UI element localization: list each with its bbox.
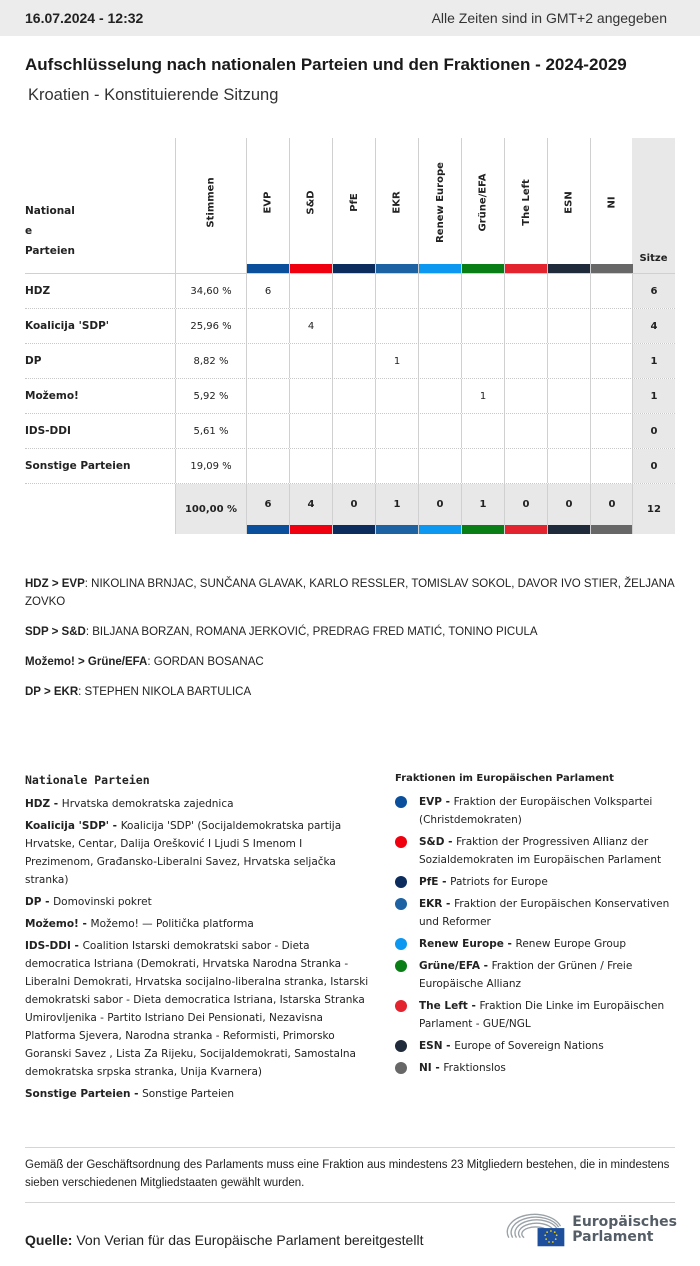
group-seats-cell bbox=[547, 274, 590, 308]
group-seats-cell bbox=[504, 414, 547, 448]
total-seats-cell: 1 bbox=[632, 344, 675, 378]
group-total-cell: 6 bbox=[246, 484, 289, 534]
group-seats-cell bbox=[461, 274, 504, 308]
group-seats-cell bbox=[547, 414, 590, 448]
group-color-dot-icon bbox=[395, 938, 407, 950]
timezone-note: Alle Zeiten sind in GMT+2 angegeben bbox=[431, 10, 667, 26]
group-color-dot-icon bbox=[395, 1062, 407, 1074]
group-color-bar bbox=[591, 264, 633, 273]
group-seats-cell bbox=[246, 344, 289, 378]
group-seats-cell: 1 bbox=[461, 379, 504, 413]
group-seats-cell bbox=[289, 449, 332, 483]
ep-group-item: NI - Fraktionslos bbox=[395, 1059, 685, 1077]
group-seats-cell bbox=[375, 414, 418, 448]
national-party-item: Možemo! - Možemo! — Politička platforma bbox=[25, 918, 254, 930]
ep-logo bbox=[505, 1210, 677, 1250]
table-row bbox=[25, 274, 675, 309]
group-seats-cell bbox=[289, 414, 332, 448]
group-seats-cell bbox=[332, 379, 375, 413]
group-header: NI bbox=[590, 138, 633, 273]
national-party-item: HDZ - Hrvatska demokratska zajednica bbox=[25, 798, 234, 810]
group-seats-cell bbox=[289, 344, 332, 378]
group-seats-cell bbox=[547, 379, 590, 413]
group-color-bar bbox=[419, 525, 461, 534]
votes-cell: 19,09 % bbox=[175, 449, 246, 483]
group-seats-cell bbox=[461, 344, 504, 378]
group-total-cell: 0 bbox=[418, 484, 461, 534]
table-row bbox=[25, 414, 675, 449]
group-seats-cell bbox=[418, 414, 461, 448]
group-seats-cell bbox=[547, 344, 590, 378]
ep-group-item: PfE - Patriots for Europe bbox=[395, 873, 685, 891]
national-party-item: Sonstige Parteien - Sonstige Parteien bbox=[25, 1088, 235, 1100]
group-seats-cell bbox=[418, 309, 461, 343]
group-total-cell: 0 bbox=[590, 484, 633, 534]
group-seats-cell bbox=[590, 414, 633, 448]
total-seats-cell: 1 bbox=[632, 379, 675, 413]
table-row bbox=[25, 379, 675, 414]
timestamp: 16.07.2024 - 12:32 bbox=[25, 10, 144, 26]
party-name: Sonstige Parteien bbox=[25, 460, 131, 472]
national-parties-legend bbox=[25, 773, 370, 1107]
national-party-item: IDS-DDI - Coalition Istarski demokratski sabor - Dieta democratica Istriana (Demokrati, Hrvatska Narodna Stranka - Liberalni Demokrati, Hrvatska socijalno-liberalna stranka, Istarski demokratski sabor - Dieta democratica Istriana, Istarska Stranka Umirovljenika - Partito Istriano Dei Pensionati, Nezavisna Platforma Sjevera, Narodna stranka - Reformisti, Primorsko Goranski Savez , Lista Za Rijeku, Socijaldemokrati, Samostalna demokratska srpska stranka, Unija Kvarnera) bbox=[25, 940, 369, 1078]
rules-note: Gemäß der Geschäftsordnung des Parlaments muss eine Fraktion aus mindestens 23 Mitgliedern bestehen, die in mindestens sieben verschiedenen Mitgliedstaaten gewählt wurden. bbox=[25, 1147, 675, 1203]
party-name: DP bbox=[25, 355, 42, 367]
group-seats-cell bbox=[504, 344, 547, 378]
national-party-item: Koalicija 'SDP' - Koalicija 'SDP' (Socijaldemokratska partija Hrvatske, Centar, Dalija Orešković I Ljudi S Imenom I Prezimenom, Građansko-Liberalni Savez, Hrvatska seljačka stranka) bbox=[25, 820, 342, 886]
group-total-cell: 0 bbox=[504, 484, 547, 534]
group-color-bar bbox=[548, 525, 590, 534]
national-parties-heading: Nationale Parteien bbox=[25, 773, 150, 787]
group-color-bar bbox=[333, 264, 375, 273]
group-header: EKR bbox=[375, 138, 418, 273]
table-row bbox=[25, 309, 675, 344]
group-seats-cell bbox=[332, 414, 375, 448]
table-header bbox=[25, 138, 675, 274]
group-seats-cell: 6 bbox=[246, 274, 289, 308]
ep-groups-legend bbox=[395, 773, 685, 1081]
total-seats-cell: 6 bbox=[632, 274, 675, 308]
votes-cell: 8,82 % bbox=[175, 344, 246, 378]
votes-cell: 25,96 % bbox=[175, 309, 246, 343]
group-color-dot-icon bbox=[395, 960, 407, 972]
totals-row bbox=[25, 484, 675, 534]
group-seats-cell bbox=[461, 414, 504, 448]
party-name: Možemo! bbox=[25, 390, 79, 402]
group-color-bar bbox=[591, 525, 633, 534]
group-total-cell: 1 bbox=[375, 484, 418, 534]
group-color-dot-icon bbox=[395, 1000, 407, 1012]
group-seats-cell bbox=[246, 309, 289, 343]
member-list bbox=[25, 575, 675, 713]
votes-cell: 5,92 % bbox=[175, 379, 246, 413]
source-label: Quelle: bbox=[25, 1232, 73, 1248]
total-seats-cell: 0 bbox=[632, 414, 675, 448]
group-color-bar bbox=[247, 264, 289, 273]
group-seats-cell: 1 bbox=[375, 344, 418, 378]
member-group-line: HDZ > EVP: NIKOLINA BRNJAC, SUNČANA GLAVAK, KARLO RESSLER, TOMISLAV SOKOL, DAVOR IVO STIER, ŽELJANA ZOVKO bbox=[25, 578, 674, 608]
group-seats-cell bbox=[332, 344, 375, 378]
logo-text: Europäisches Parlament bbox=[572, 1214, 677, 1245]
group-seats-cell bbox=[418, 449, 461, 483]
ep-group-item: The Left - Fraktion Die Linke im Europäischen Parlament - GUE/NGL bbox=[395, 997, 685, 1033]
member-group-line: DP > EKR: STEPHEN NIKOLA BARTULICA bbox=[25, 686, 252, 698]
group-total-cell: 0 bbox=[332, 484, 375, 534]
group-color-bar bbox=[247, 525, 289, 534]
total-seats-cell: 4 bbox=[632, 309, 675, 343]
party-name: HDZ bbox=[25, 285, 51, 297]
group-color-dot-icon bbox=[395, 876, 407, 888]
group-seats-cell bbox=[547, 449, 590, 483]
group-seats-cell bbox=[375, 449, 418, 483]
group-color-bar bbox=[548, 264, 590, 273]
group-color-dot-icon bbox=[395, 898, 407, 910]
group-header: EVP bbox=[246, 138, 289, 273]
group-color-bar bbox=[290, 264, 332, 273]
group-header: ESN bbox=[547, 138, 590, 273]
national-party-item: DP - Domovinski pokret bbox=[25, 896, 152, 908]
group-total-cell: 4 bbox=[289, 484, 332, 534]
group-color-dot-icon bbox=[395, 1040, 407, 1052]
group-seats-cell bbox=[418, 274, 461, 308]
table-row bbox=[25, 344, 675, 379]
group-color-dot-icon bbox=[395, 796, 407, 808]
group-seats-cell bbox=[375, 309, 418, 343]
page-title: Aufschlüsselung nach nationalen Parteien und den Fraktionen - 2024-2029 bbox=[25, 55, 627, 74]
member-group-line: Možemo! > Grüne/EFA: GORDAN BOSANAC bbox=[25, 656, 264, 668]
group-header: S&D bbox=[289, 138, 332, 273]
group-seats-cell bbox=[289, 274, 332, 308]
group-seats-cell bbox=[547, 309, 590, 343]
group-total-cell: 1 bbox=[461, 484, 504, 534]
group-seats-cell bbox=[246, 414, 289, 448]
group-header: The Left bbox=[504, 138, 547, 273]
group-seats-cell bbox=[375, 379, 418, 413]
ep-group-item: Grüne/EFA - Fraktion der Grünen / Freie Europäische Allianz bbox=[395, 957, 685, 993]
votes-cell: 5,61 % bbox=[175, 414, 246, 448]
group-seats-cell bbox=[332, 309, 375, 343]
party-name: Koalicija 'SDP' bbox=[25, 320, 110, 332]
ep-group-item: Renew Europe - Renew Europe Group bbox=[395, 935, 685, 953]
ep-group-item: EKR - Fraktion der Europäischen Konservativen und Reformer bbox=[395, 895, 685, 931]
group-seats-cell bbox=[418, 379, 461, 413]
group-header: PfE bbox=[332, 138, 375, 273]
source-line bbox=[25, 1232, 423, 1248]
group-color-bar bbox=[376, 264, 418, 273]
total-seats-cell: 0 bbox=[632, 449, 675, 483]
group-seats-cell bbox=[246, 449, 289, 483]
party-name: IDS-DDI bbox=[25, 425, 71, 437]
group-seats-cell bbox=[332, 274, 375, 308]
top-bar bbox=[0, 0, 700, 36]
group-seats-cell bbox=[418, 344, 461, 378]
group-seats-cell bbox=[590, 344, 633, 378]
table-row bbox=[25, 449, 675, 484]
group-color-bar bbox=[505, 264, 547, 273]
group-header: Grüne/EFA bbox=[461, 138, 504, 273]
group-seats-cell bbox=[504, 274, 547, 308]
group-header: Renew Europe bbox=[418, 138, 461, 273]
national-parties-header: National e Parteien bbox=[25, 205, 76, 257]
page-subtitle: Kroatien - Konstituierende Sitzung bbox=[28, 86, 279, 104]
group-seats-cell bbox=[332, 449, 375, 483]
group-seats-cell bbox=[461, 309, 504, 343]
group-color-bar bbox=[376, 525, 418, 534]
results-table bbox=[25, 138, 675, 534]
votes-cell: 34,60 % bbox=[175, 274, 246, 308]
group-seats-cell bbox=[504, 309, 547, 343]
group-color-bar bbox=[462, 264, 504, 273]
ep-group-item: ESN - Europe of Sovereign Nations bbox=[395, 1037, 685, 1055]
group-color-bar bbox=[419, 264, 461, 273]
group-seats-cell bbox=[289, 379, 332, 413]
ep-group-item: EVP - Fraktion der Europäischen Volkspartei (Christdemokraten) bbox=[395, 793, 685, 829]
grand-total-cell: 12 bbox=[632, 484, 675, 534]
group-seats-cell bbox=[246, 379, 289, 413]
group-total-cell: 0 bbox=[547, 484, 590, 534]
group-color-dot-icon bbox=[395, 836, 407, 848]
ep-groups-heading: Fraktionen im Europäischen Parlament bbox=[395, 773, 614, 784]
total-votes-cell: 100,00 % bbox=[175, 484, 246, 534]
source-text: Von Verian für das Europäische Parlament bereitgestellt bbox=[76, 1232, 424, 1248]
group-color-bar bbox=[462, 525, 504, 534]
group-seats-cell bbox=[504, 379, 547, 413]
group-seats-cell bbox=[504, 449, 547, 483]
group-color-bar bbox=[505, 525, 547, 534]
group-seats-cell bbox=[375, 274, 418, 308]
ep-group-item: S&D - Fraktion der Progressiven Allianz der Sozialdemokraten im Europäischen Parlament bbox=[395, 833, 685, 869]
group-seats-cell bbox=[590, 379, 633, 413]
group-seats-cell: 4 bbox=[289, 309, 332, 343]
group-color-bar bbox=[290, 525, 332, 534]
parliament-hemicycle-icon bbox=[505, 1212, 566, 1248]
member-group-line: SDP > S&D: BILJANA BORZAN, ROMANA JERKOVIĆ, PREDRAG FRED MATIĆ, TONINO PICULA bbox=[25, 626, 538, 638]
votes-header: Stimmen bbox=[175, 138, 246, 273]
seats-header: Sitze bbox=[632, 138, 675, 273]
group-seats-cell bbox=[590, 309, 633, 343]
group-color-bar bbox=[333, 525, 375, 534]
group-seats-cell bbox=[461, 449, 504, 483]
group-seats-cell bbox=[590, 449, 633, 483]
group-seats-cell bbox=[590, 274, 633, 308]
